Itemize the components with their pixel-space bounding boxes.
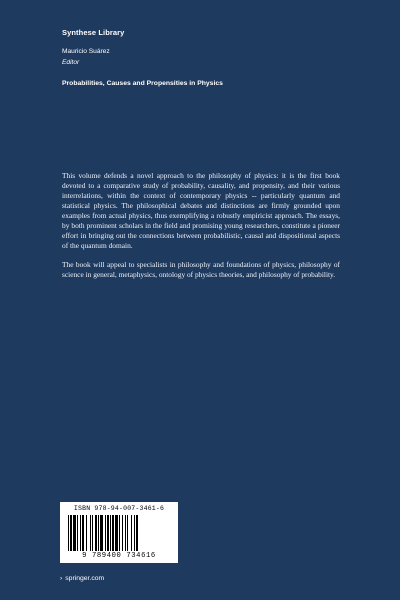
barcode-stripe <box>134 515 135 551</box>
description <box>62 171 340 289</box>
series-name: Synthese Library <box>62 28 125 37</box>
barcode-stripe <box>90 515 91 551</box>
barcode-stripe <box>80 515 81 551</box>
publisher-url[interactable] <box>60 575 104 582</box>
barcode-stripe <box>112 515 114 551</box>
barcode-stripe <box>95 515 97 551</box>
barcode-stripe <box>73 515 76 551</box>
description-paragraph-1: This volume defends a novel approach to the philosophy of physics: it is the first book devoted to a comparative study of probability, causality, and propensity, and their various interrelations, within the context of contemporary physics -- particularly quantum and statistical physics. The philosophical debates and distinctions are firmly grounded upon examples from actual physics, thus exemplifying a robustly empiricist approach. The essays, by both prominent scholars in the field and promising young researchers, constitute a pioneer effort in bringing out the connections between probabilistic, causal and dispositional aspects of the quantum domain. <box>62 171 340 250</box>
barcode-digits: 9 789400 734616 <box>82 552 156 560</box>
barcode-stripe <box>86 515 87 551</box>
publisher-url-text: springer.com <box>65 575 105 582</box>
editor-name: Mauricio Suárez <box>62 48 110 55</box>
barcode-stripe <box>127 515 128 551</box>
barcode-stripe <box>100 515 103 551</box>
isbn-label: ISBN 978-94-007-3461-6 <box>73 505 165 512</box>
description-paragraph-2: The book will appeal to specialists in philosophy and foundations of physics, philosophy of science in general, metaphysics, ontology of physics theories, and philosophy of probability. <box>62 260 340 279</box>
book-title: Probabilities, Causes and Propensities in Physics <box>62 80 223 87</box>
barcode-stripe <box>70 515 72 551</box>
barcode-stripe <box>119 515 120 551</box>
barcode-stripe <box>77 515 78 551</box>
barcode-stripe <box>105 515 106 551</box>
chevron-right-icon: › <box>60 575 63 582</box>
barcode-stripe <box>122 515 123 551</box>
barcode-box <box>60 502 178 563</box>
barcode-stripe <box>82 515 84 551</box>
barcode-stripe <box>98 515 99 551</box>
barcode-stripe <box>131 515 132 551</box>
barcode-stripe <box>92 515 93 551</box>
barcode-stripe <box>115 515 118 551</box>
editor-role: Editor <box>62 59 80 66</box>
barcode-stripe <box>136 515 138 551</box>
barcode-stripe <box>107 515 109 551</box>
barcode-stripe <box>68 515 69 551</box>
barcode-stripe <box>110 515 111 551</box>
barcode-stripe <box>125 515 126 551</box>
barcode-bars <box>68 515 170 551</box>
